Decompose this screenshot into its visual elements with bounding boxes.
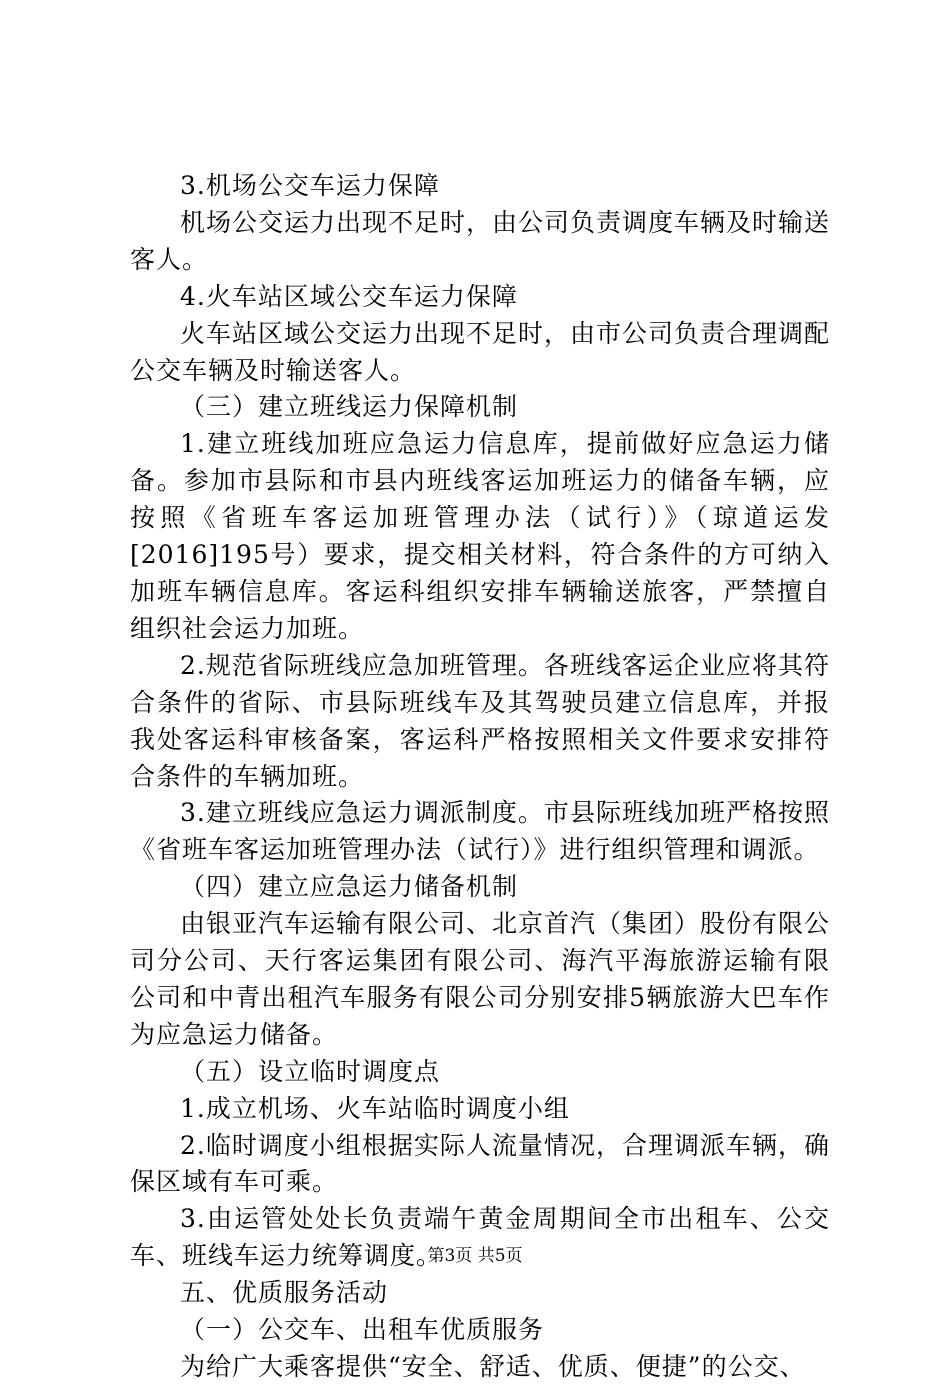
- paragraph-interprovincial: 2.规范省际班线应急加班管理。各班线客运企业应将其符合条件的省际、市县际班线车及其驾驶员建立信息库，并报我处客运科审核备案，客运科严格按照相关文件要求安排符合条件的车辆加班。: [130, 650, 830, 791]
- paragraph-line-info-base: 1.建立班线加班应急运力信息库，提前做好应急运力储备。参加市县际和市县内班线客运加班运力的储备车辆，应按照《省班车客运加班管理办法（试行）》（琼道运发[2016]195号）要求，提交相关材料，符合条件的方可纳入加班车辆信息库。客运科组织安排车辆输送旅客，严禁擅自组织社会运力加班。: [130, 429, 830, 643]
- paragraph-reserve: 由银亚汽车运输有限公司、北京首汽（集团）股份有限公司分公司、天行客运集团有限公司、海汽平海旅游运输有限公司和中青出租汽车服务有限公司分别安排5辆旅游大巴车作为应急运力储备。: [130, 909, 831, 1049]
- section-heading-4: （四）建立应急运力储备机制: [180, 872, 519, 902]
- paragraph-dispatch-system: 3.建立班线应急运力调派制度。市县际班线加班严格按照《省班车客运加班管理办法（试行）》进行组织管理和调派。: [130, 798, 830, 865]
- paragraph-railway-bus: 火车站区域公交运力出现不足时，由市公司负责合理调配公交车辆及时输送客人。: [130, 318, 831, 385]
- paragraph-director-dispatch: 3.由运管处处长负责端午黄金周期间全市出租车、公交车、班线车运力统筹调度。: [130, 1204, 830, 1271]
- paragraph-dispatch-group: 1.成立机场、火车站临时调度小组: [180, 1093, 570, 1123]
- heading-airport-bus: 3.机场公交车运力保障: [180, 171, 440, 200]
- section-heading-3: （三）建立班线运力保障机制: [180, 392, 519, 422]
- document-body: [130, 168, 830, 1386]
- chapter-heading-5: 五、优质服务活动: [180, 1278, 389, 1308]
- page-number-footer: 第3页 共5页: [427, 1246, 523, 1266]
- paragraph-dispatch-vehicles: 2.临时调度小组根据实际人流量情况，合理调派车辆，确保区域有车可乘。: [130, 1130, 830, 1197]
- section-heading-5: （五）设立临时调度点: [180, 1056, 441, 1086]
- paragraph-airport-bus: 机场公交运力出现不足时，由公司负责调度车辆及时输送客人。: [130, 207, 831, 274]
- paragraph-service-intro: 为给广大乘客提供“安全、舒适、优质、便捷”的公交、: [180, 1352, 806, 1381]
- subsection-heading-1: （一）公交车、出租车优质服务: [180, 1315, 545, 1345]
- heading-railway-bus: 4.火车站区域公交车运力保障: [180, 281, 518, 311]
